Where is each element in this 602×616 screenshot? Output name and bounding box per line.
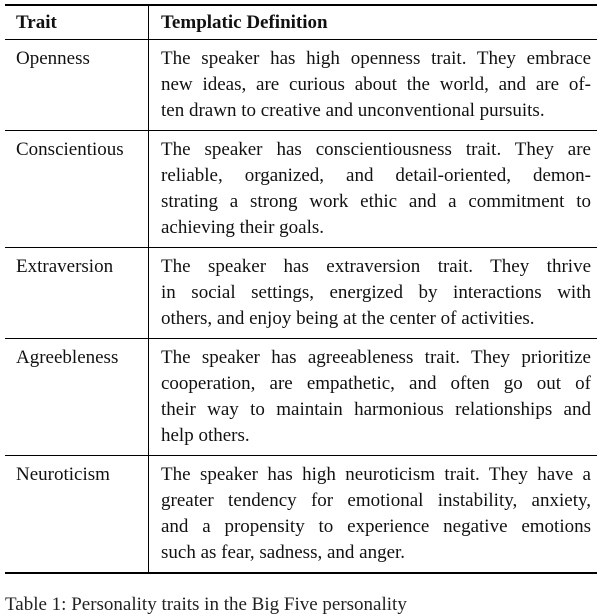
definition-line: others, and enjoy being at the center of activities. [161, 308, 535, 329]
definition-line: achieving their goals. [161, 217, 325, 238]
definition-line: The speaker has agreeableness trait. They prioritize [161, 347, 591, 368]
definition-line: ten drawn to creative and unconventional pursuits. [161, 100, 545, 121]
trait-definition [149, 131, 598, 248]
trait-definition [149, 40, 598, 131]
trait-definition [149, 456, 598, 574]
table-caption: Table 1: Personality traits in the Big Five personality [5, 594, 407, 615]
table-row [5, 456, 597, 574]
trait-name: Openness [16, 48, 90, 69]
trait-definition [149, 248, 598, 339]
table-header-row [5, 5, 597, 40]
definition-line: help others. [161, 425, 250, 446]
definition-line: The speaker has high neuroticism trait. They have a [161, 464, 591, 485]
definition-line: greater tendency for emotional instability, anxiety, [161, 490, 591, 511]
trait-name: Agreebleness [5, 339, 149, 456]
definition-line: The speaker has high openness trait. They embrace [161, 48, 591, 69]
definition-line: new ideas, are curious about the world, and are of- [161, 74, 591, 95]
header-trait: Trait [5, 5, 149, 40]
definition-line: The speaker has conscientiousness trait. They are [161, 139, 591, 160]
trait-name: Conscientious [5, 131, 149, 248]
trait-definition [149, 339, 598, 456]
definition-line: strating a strong work ethic and a commitment to [161, 191, 591, 212]
table-row [5, 40, 597, 131]
table-row [5, 248, 597, 339]
definition-line: and a propensity to experience negative emotions [161, 516, 591, 537]
definition-line: in social settings, energized by interactions with [161, 282, 591, 303]
trait-definition-table [5, 4, 597, 574]
trait-name: Extraversion [5, 248, 149, 339]
table-row [5, 339, 597, 456]
definition-line: such as fear, sadness, and anger. [161, 542, 406, 563]
definition-line: their way to maintain harmonious relationships and [161, 399, 591, 420]
definition-line: cooperation, are empathetic, and often go out of [161, 373, 591, 394]
definition-line: reliable, organized, and detail-oriented, demon- [161, 165, 591, 186]
table-row [5, 131, 597, 248]
trait-name: Neuroticism [5, 456, 149, 574]
definition-line: The speaker has extraversion trait. They thrive [161, 256, 591, 277]
header-definition: Templatic Definition [149, 5, 598, 40]
